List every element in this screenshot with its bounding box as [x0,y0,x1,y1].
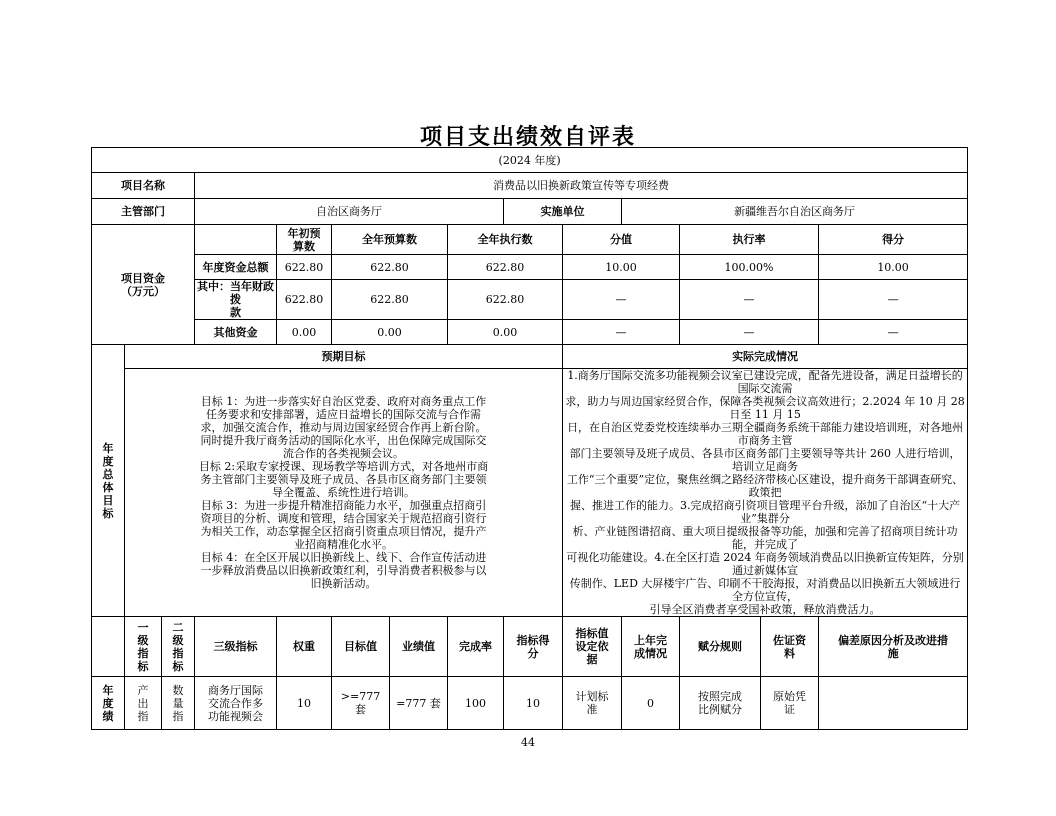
indicator-col-level3: 三级指标 [195,617,277,677]
performance-table [91,147,968,730]
indicator-col-completion: 完成率 [448,617,504,677]
actual-completion-header: 实际完成情况 [563,345,968,369]
funds-label: 项目资金 （万元） [92,225,195,345]
indicator-col-weight: 权重 [277,617,332,677]
indicator-col-evidence: 佐证资 料 [761,617,819,677]
fund-exec: 622.80 [448,280,563,320]
fund-exec: 0.00 [448,320,563,345]
fund-rate: — [680,320,819,345]
fund-col-initial-budget: 年初预 算数 [277,225,332,255]
fund-value: 10.00 [563,255,680,280]
fund-initial: 0.00 [277,320,332,345]
fund-row-label: 其中：当年财政拨 款 [195,280,277,320]
page-title: 项目支出绩效自评表 [419,124,636,150]
fund-col-score-value: 分值 [563,225,680,255]
impl-label: 实施单位 [504,199,622,225]
year-cell: (2024 年度) [92,148,968,173]
indicator-rule: 按照完成 比例赋分 [680,677,761,730]
indicator-analysis [819,677,968,730]
fund-row-total [92,255,968,280]
page-number: 44 [521,736,535,749]
indicator-col-analysis: 偏差原因分析及改进措 施 [819,617,968,677]
fund-score: 10.00 [819,255,968,280]
indicator-target: >=777 套 [332,677,390,730]
indicator-col-rule: 赋分规则 [680,617,761,677]
dept-label: 主管部门 [92,199,195,225]
indicator-weight: 10 [277,677,332,730]
annual-goal-label: 年 度 总 体 目 标 [92,345,125,617]
fund-col-blank [195,225,277,255]
project-name-label: 项目名称 [92,173,195,199]
dept-value: 自治区商务厅 [195,199,504,225]
fund-initial: 622.80 [277,255,332,280]
fund-value: — [563,280,680,320]
indicator-col-level2: 二 级 指 标 [162,617,195,677]
indicator-col-target: 目标值 [332,617,390,677]
indicator-level3: 商务厅国际 交流合作多 功能视频会 [195,677,277,730]
fund-row-label: 其他资金 [195,320,277,345]
fund-col-score: 得分 [819,225,968,255]
indicator-basis: 计划标 准 [563,677,622,730]
indicator-completion: 100 [448,677,504,730]
fund-row-fiscal [92,280,968,320]
fund-rate: 100.00% [680,255,819,280]
indicator-col-basis: 指标值 设定依 据 [563,617,622,677]
indicator-col-actual: 业绩值 [390,617,448,677]
fund-col-annual-exec: 全年执行数 [448,225,563,255]
indicator-score: 10 [504,677,563,730]
project-name-value: 消费品以旧换新政策宣传等专项经费 [195,173,968,199]
expected-goal-text: 目标 1：为进一步落实好自治区党委、政府对商务重点工作 任务要求和安排部署，适应日益增长的国际交流与合作需 求，加强交流合作，推动与周边国家经贸合作再上新台阶。 同时提升我厅商务活动的国际化水平，出色保障完成国际交 流合作的各类视频会议。 目标 2:采取专家授课、现场教学等培训方式，对各地州市商 务主管部门主要领导及班子成员、各县市区商务部门主要领 导全覆盖、系统性进行培训。 目标 3：为进一步提升精准招商能力水平，加强重点招商引 资项目的分析、调度和管理，结合国家关于规范招商引资行 为相关工作，动态掌握全区招商引资重点项目情况，提升产 业招商精准化水平。 目标 4：在全区开展以旧换新线上、线下、合作宣传活动进 一步释放消费品以旧换新政策红利，引导消费者积极参与以 旧换新活动。 [125,369,563,617]
fund-exec: 622.80 [448,255,563,280]
indicator-actual: =777 套 [390,677,448,730]
fund-score: — [819,280,968,320]
fund-col-annual-budget: 全年预算数 [332,225,448,255]
fund-row-other [92,320,968,345]
impl-value: 新疆维吾尔自治区商务厅 [622,199,968,225]
fund-score: — [819,320,968,345]
fund-initial: 622.80 [277,280,332,320]
indicator-last-year: 0 [622,677,680,730]
indicator-col-score: 指标得 分 [504,617,563,677]
indicator-blank [92,617,125,677]
actual-completion-text: 1.商务厅国际交流多功能视频会议室已建设完成，配备先进设备，满足日益增长的国际交流需 求，助力与周边国家经贸合作，保障各类视频会议高效进行；2.2024 年 10 月 28 日至 11 月 15 日，在自治区党委党校连续举办三期全疆商务系统干部能力建设培训班，对各地州市商务主管 部门主要领导及班子成员、各县市区商务部门主要领导等共计 260 人进行培训，培训立足商务 工作“三个重要”定位，聚焦丝绸之路经济带核心区建设，提升商务干部调查研究、政策把 握、推进工作的能力。3.完成招商引资项目管理平台升级，添加了自治区“十大产业”集群分 析、产业链图谱招商、重大项目提级报备等功能，加强和完善了招商项目统计功能，并完成了 可视化功能建设。4.在全区打造 2024 年商务领域消费品以旧换新宣传矩阵，分别通过新媒体宣 传制作、LED 大屏楼宇广告、印刷不干胶海报，对消费品以旧换新五大领域进行全方位宣传， 引导全区消费者享受国补政策，释放消费活力。 [563,369,968,617]
fund-col-exec-rate: 执行率 [680,225,819,255]
indicator-row-label: 年 度 绩 [92,677,125,730]
fund-annual: 0.00 [332,320,448,345]
expected-goal-header: 预期目标 [125,345,563,369]
fund-value: — [563,320,680,345]
indicator-evidence: 原始凭 证 [761,677,819,730]
fund-annual: 622.80 [332,255,448,280]
fund-annual: 622.80 [332,280,448,320]
indicator-row [92,677,968,730]
indicator-col-level1: 一 级 指 标 [125,617,162,677]
indicator-level1: 产 出 指 [125,677,162,730]
indicator-col-last-year: 上年完 成情况 [622,617,680,677]
fund-row-label: 年度资金总额 [195,255,277,280]
indicator-level2: 数 量 指 [162,677,195,730]
fund-rate: — [680,280,819,320]
